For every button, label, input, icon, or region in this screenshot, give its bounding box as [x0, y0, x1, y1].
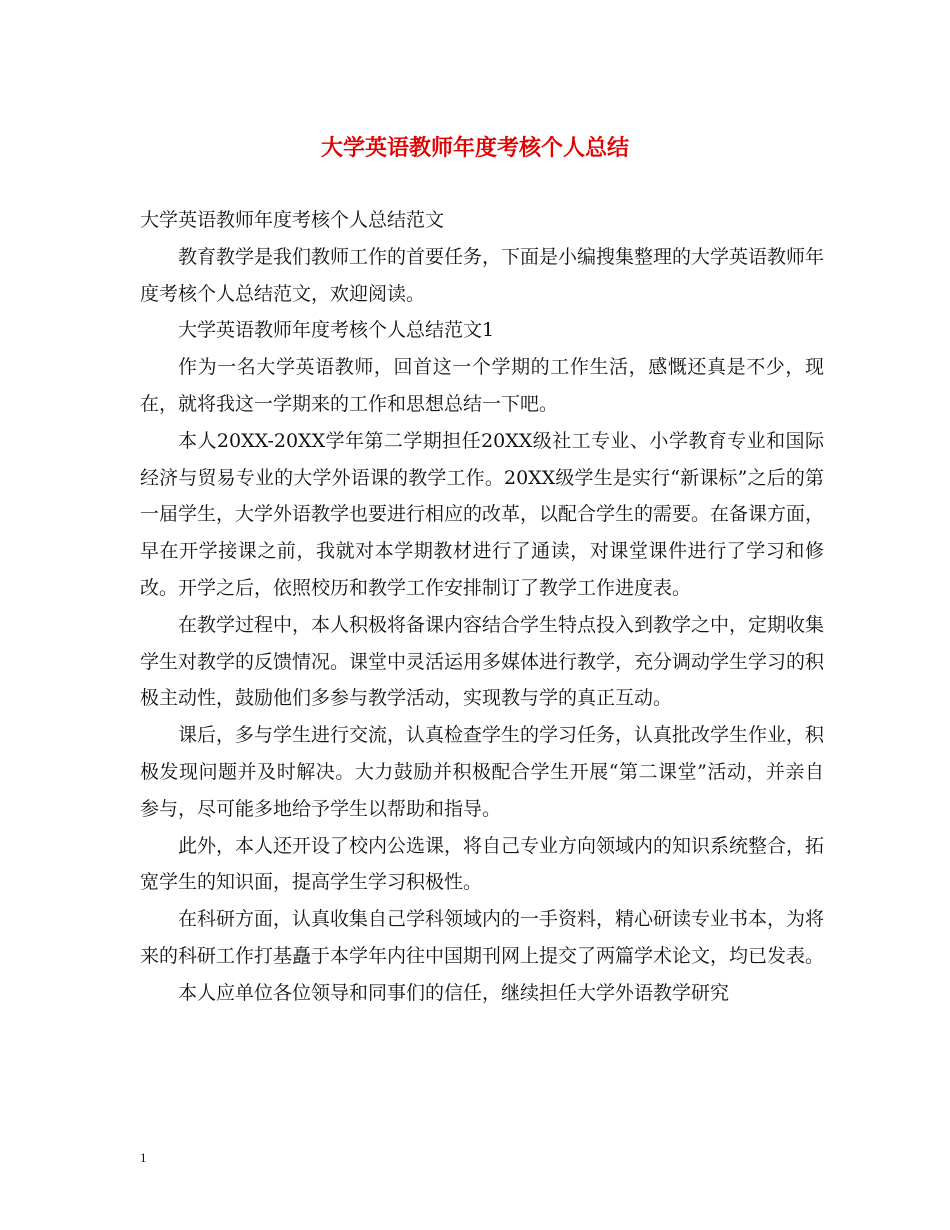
paragraph: 本人应单位各位领导和同事们的信任，继续担任大学外语教学研究	[178, 981, 730, 1004]
document-title: 大学英语教师年度考核个人总结	[320, 135, 629, 161]
paragraph: 在教学过程中，本人积极将备课内容结合学生特点投入到教学之中，定期收集学生对教学的反馈情况。课堂中灵活运用多媒体进行教学，充分调动学生学习的积极主动性，鼓励他们多参与教学活动，实现教与学的真正互动。	[140, 613, 825, 710]
document-body	[140, 202, 824, 1012]
paragraph: 教育教学是我们教师工作的首要任务，下面是小编搜集整理的大学英语教师年度考核个人总结范文，欢迎阅读。	[140, 245, 825, 305]
paragraph-subtitle: 大学英语教师年度考核个人总结范文	[140, 209, 445, 231]
page-number: 1	[140, 1150, 147, 1165]
paragraph: 本人20XX-20XX学年第二学期担任20XX级社工专业、小学教育专业和国际经济与贸易专业的大学外语课的教学工作。20XX级学生是实行“新课标”之后的第一届学生，大学外语教学也要进行相应的改革，以配合学生的需要。在备课方面，早在开学接课之前，我就对本学期教材进行了通读，对课堂课件进行了学习和修改。开学之后，依照校历和教学工作安排制订了教学工作进度表。	[140, 429, 825, 599]
paragraph: 作为一名大学英语教师，回首这一个学期的工作生活，感慨还真是不少，现在，就将我这一学期来的工作和思想总结一下吧。	[140, 356, 824, 415]
paragraph-heading: 大学英语教师年度考核个人总结范文1	[178, 319, 495, 342]
paragraph: 在科研方面，认真收集自己学科领域内的一手资料，精心研读专业书本，为将来的科研工作打基矗于本学年内往中国期刊网上提交了两篇学术论文，均已发表。	[140, 908, 825, 967]
paragraph: 课后，多与学生进行交流，认真检查学生的学习任务，认真批改学生作业，积极发现问题并及时解决。大力鼓励并积极配合学生开展“第二课堂”活动，并亲自参与，尽可能多地给予学生以帮助和指导。	[140, 724, 825, 820]
paragraph: 此外，本人还开设了校内公选课，将自己专业方向领域内的知识系统整合，拓宽学生的知识面，提高学生学习积极性。	[140, 834, 825, 894]
